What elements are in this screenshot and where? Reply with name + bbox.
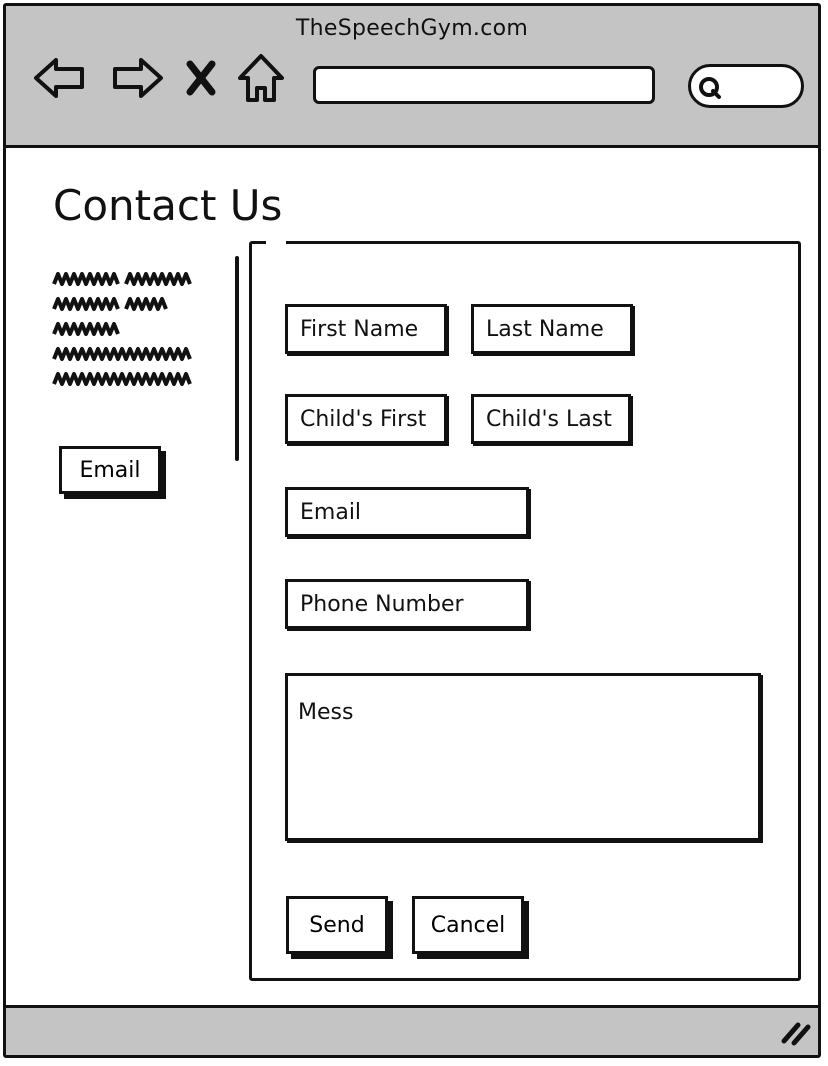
panel-border-gap [266,240,286,246]
contact-form [249,241,801,981]
scribble-line [52,268,202,290]
browser-title: TheSpeechGym.com [295,16,529,41]
sidebar-email-button[interactable]: Email [59,446,161,494]
back-arrow-icon[interactable] [32,50,88,106]
scribble-line [52,343,202,365]
search-icon [697,75,725,105]
status-bar [6,1005,818,1055]
resize-grip-icon[interactable] [778,1015,814,1051]
child-last-name-field[interactable] [471,394,631,444]
email-field[interactable] [285,487,529,537]
scribble-line [52,293,202,315]
page-title: Contact Us [53,181,283,230]
search-input[interactable] [688,64,804,108]
phone-number-field[interactable] [285,579,529,629]
home-icon[interactable] [236,50,286,106]
address-bar[interactable] [313,66,655,104]
child-first-name-field[interactable] [285,394,447,444]
close-icon[interactable] [181,50,221,106]
message-field[interactable] [285,673,761,841]
send-button[interactable]: Send [286,896,388,954]
vertical-divider [235,256,239,461]
placeholder-text-block [52,268,202,393]
scribble-line [52,368,202,390]
browser-window [3,3,821,1058]
forward-arrow-icon[interactable] [109,50,165,106]
first-name-field[interactable] [285,304,447,354]
last-name-field[interactable] [471,304,633,354]
scribble-line [52,318,202,340]
browser-toolbar [6,6,818,148]
cancel-button[interactable]: Cancel [412,896,524,954]
